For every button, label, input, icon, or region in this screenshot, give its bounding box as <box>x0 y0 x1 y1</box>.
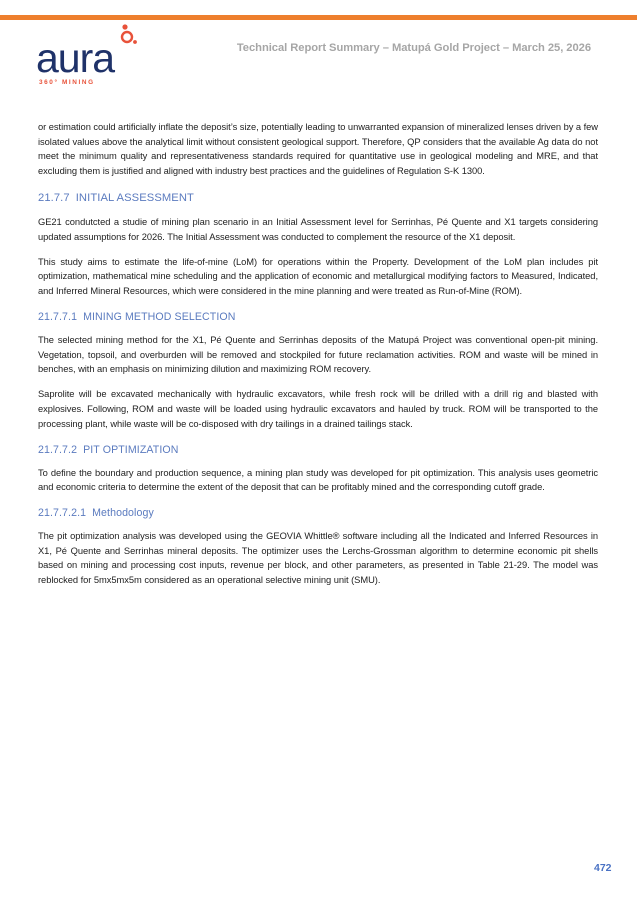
paragraph: To define the boundary and production sequence, a mining plan study was developed for pit optimization. This analysis uses geometric and economic criteria to determine the extent of the deposit that can be profitably mined and the corresponding cutoff grade. <box>38 467 598 493</box>
section-title: PIT OPTIMIZATION <box>83 443 179 456</box>
page-content <box>38 120 598 588</box>
paragraph: This study aims to estimate the life-of-mine (LoM) for operations within the Property. Development of the LoM plan includes pit optimization, mathematical mine scheduling and the application of economic and metallurgical modifying factors to Measured, Indicated, and Inferred Mineral Resources, which were considered in the mine planning and were treated as Run-of-Mine (ROM). <box>38 256 598 297</box>
section-heading <box>38 191 598 206</box>
section-number: 21.7.7.2 <box>38 443 78 456</box>
logo-wordmark: aura <box>36 35 115 81</box>
section-heading <box>38 506 598 520</box>
page-number: 472 <box>594 862 612 874</box>
section-number: 21.7.7 <box>38 191 70 204</box>
section-title: Methodology <box>92 506 154 519</box>
logo-tagline: 360° MINING <box>39 79 95 86</box>
section-title: MINING METHOD SELECTION <box>83 310 236 323</box>
section-number: 21.7.7.1 <box>38 310 78 323</box>
paragraph: The selected mining method for the X1, Pé Quente and Serrinhas deposits of the Matupá Project was conventional open-pit mining. Vegetation, topsoil, and overburden will be removed and stockpiled for future reclamation activities. ROM and waste will be mined in benches, with an emphasis on minimizing dilution and maximizing ROM recovery. <box>38 334 598 375</box>
section-number: 21.7.7.2.1 <box>38 506 87 519</box>
section-heading <box>38 310 598 324</box>
paragraph: Saprolite will be excavated mechanically with hydraulic excavators, while fresh rock will be drilled with a drill rig and blasted with explosives. Following, ROM and waste will be loaded using hydraulic excavators and hauled by truck. ROM will be transported to the processing plant, while waste will be co-disposed with dry tailings in a drained tailings stack. <box>38 389 598 429</box>
paragraph: The pit optimization analysis was developed using the GEOVIA Whittle® software including all the Indicated and Inferred Resources in X1, Pé Quente and Serrinhas mineral deposits. The optimizer uses the Lerchs-Grossman algorithm to determine economic pit shells based on mining and processing cost inputs, revenue per block, and other parameters, as presented in Table 21-29. The model was reblocked for 5mx5mx5m considered as an operational selective mining unit (SMU). <box>38 530 598 586</box>
logo-orbit-icon <box>119 20 149 50</box>
section-mining-method-selection <box>38 310 598 432</box>
intro-paragraph: or estimation could artificially inflate the deposit’s size, potentially leading to unwarranted expansion of mineralized lenses driven by a few isolated values above the analytical limit without consistent geological support. Therefore, QP considers that the available Ag data do not meet the minimum quality and representativeness standards required for quantitative use in geological modeling and MRE, and that excluding them is justified and aligned with industry best practices and the guidelines of Regulation S-K 1300. <box>38 122 598 177</box>
section-pit-optimization <box>38 443 598 495</box>
section-title: INITIAL ASSESSMENT <box>75 191 194 204</box>
running-header-title: Technical Report Summary – Matupá Gold Project – March 25, 2026 <box>236 42 591 54</box>
paragraph: GE21 condutcted a studie of mining plan scenario in an Initial Assessment level for Serrinhas, Pé Quente and X1 targets considering updated assumptions for 2026. The Initial Assessment was conducted to complement the resource of the X1 deposit. <box>38 216 598 242</box>
section-initial-assessment <box>38 191 598 299</box>
company-logo <box>36 20 156 86</box>
section-heading <box>38 443 598 457</box>
section-methodology <box>38 506 598 588</box>
